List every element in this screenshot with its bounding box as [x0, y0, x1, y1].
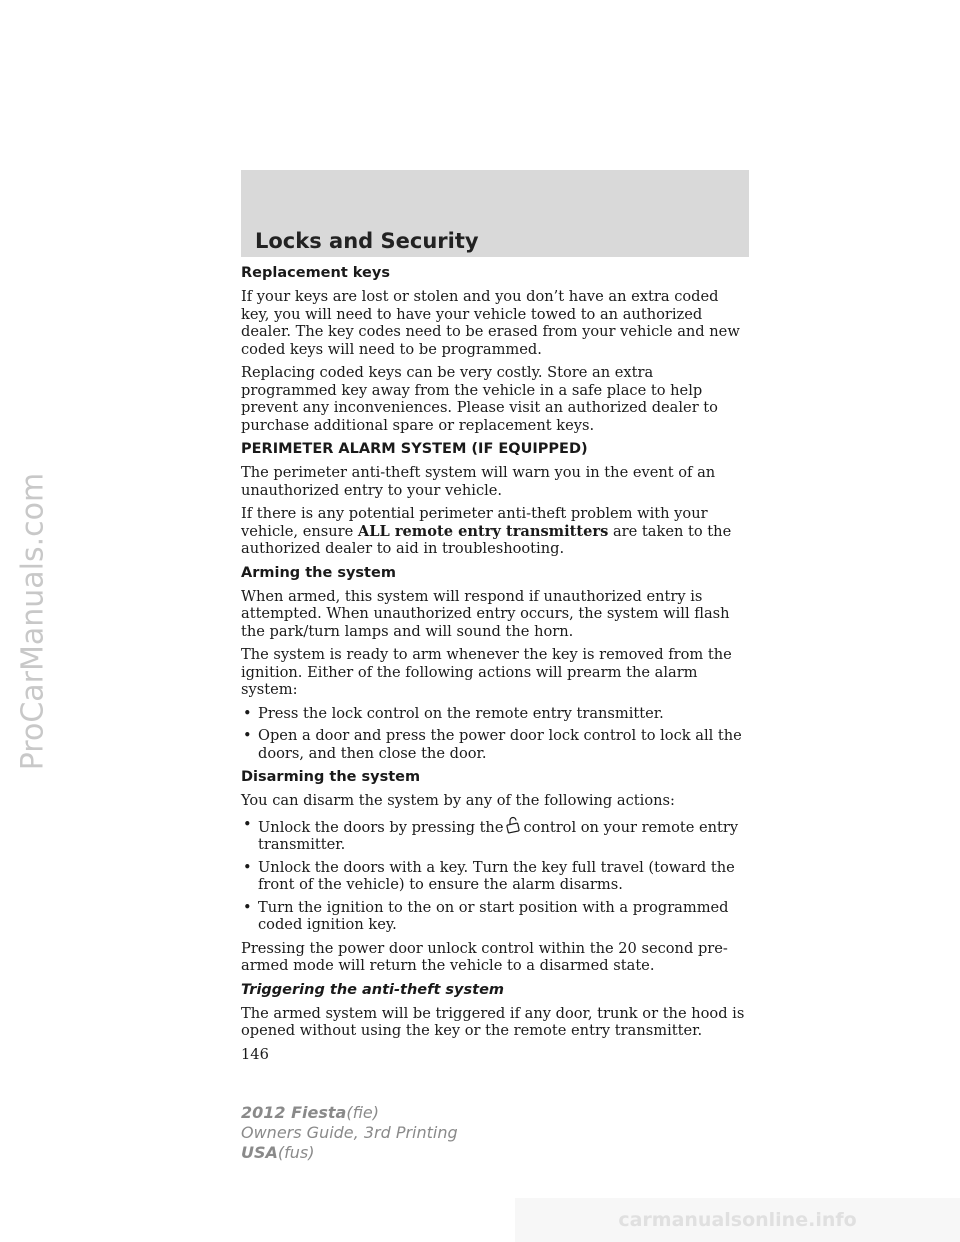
- paragraph: The system is ready to arm whenever the key is removed from the ignition. Either of the following actions will prearm the alarm system:: [241, 646, 732, 698]
- footer-model: 2012 Fiesta: [241, 1103, 347, 1122]
- paragraph: When armed, this system will respond if unauthorized entry is attempted. When unauthorized entry occurs, the system will flash the park/turn lamps and will sound the horn.: [241, 587, 730, 640]
- heading-arming: Arming the system: [241, 564, 396, 581]
- section-title: Locks and Security: [255, 229, 479, 253]
- paragraph: The perimeter anti-theft system will warn you in the event of an unauthorized entry to your vehicle.: [241, 464, 716, 499]
- list-item: [241, 899, 751, 934]
- footer-market: USA: [241, 1143, 278, 1162]
- heading-triggering: Triggering the anti-theft system: [241, 981, 505, 998]
- list-item-text: Open a door and press the power door lock control to lock all the doors, and then close the door.: [258, 727, 742, 762]
- footer-line: [241, 1143, 458, 1163]
- bottom-watermark: carmanualsonline.info: [515, 1198, 960, 1242]
- page-content: [241, 264, 751, 1063]
- list-item-text: Turn the ignition to the on or start position with a programmed coded ignition key.: [258, 898, 729, 933]
- paragraph: Pressing the power door unlock control within the 20 second pre-armed mode will return the vehicle to a disarmed state.: [241, 939, 728, 974]
- heading-perimeter-alarm: PERIMETER ALARM SYSTEM (IF EQUIPPED): [241, 441, 588, 457]
- paragraph: Replacing coded keys can be very costly. Store an extra programmed key away from the vehicle in a safe place to help prevent any inconveniences. Please visit an authorized dealer to purchase additional spare or replacement keys.: [241, 364, 718, 434]
- paragraph: The armed system will be triggered if any door, trunk or the hood is opened without using the key or the remote entry transmitter.: [241, 1004, 745, 1039]
- paragraph: You can disarm the system by any of the following actions:: [241, 792, 675, 809]
- list-item: [241, 859, 751, 894]
- bullet: •: [243, 727, 252, 744]
- emphasis-text: ALL remote entry transmitters: [357, 522, 609, 540]
- bullet: •: [243, 704, 252, 722]
- heading-disarming: Disarming the system: [241, 769, 421, 785]
- list-item: [241, 816, 751, 854]
- text-span: are taken to the authorized dealer to aid in troubleshooting.: [241, 522, 732, 557]
- watermark-text: ProCarManuals.com: [15, 472, 51, 770]
- watermark-procarmanuals: [8, 0, 58, 1242]
- text-span: If there is any potential perimeter anti-theft problem with your vehicle, ensure: [241, 505, 708, 540]
- paragraph: [241, 505, 751, 558]
- list-item-text: Unlock the doors by pressing the: [258, 818, 504, 836]
- heading-replacement-keys: Replacement keys: [241, 265, 390, 281]
- footer-line: Owners Guide, 3rd Printing: [241, 1123, 458, 1142]
- bullet: •: [243, 858, 252, 876]
- list-item-text: Press the lock control on the remote entry transmitter.: [258, 704, 664, 722]
- list-item-text: control on your remote entry transmitter.: [258, 818, 739, 853]
- arming-bullet-list: [241, 705, 751, 763]
- section-header-band: [241, 170, 749, 257]
- list-item: [241, 705, 751, 723]
- list-item: [241, 727, 751, 762]
- list-item-text: Unlock the doors with a key. Turn the key full travel (toward the front of the vehicle) to ensure the alarm disarms.: [258, 858, 735, 893]
- footer-code: (fie): [346, 1103, 380, 1122]
- disarming-bullet-list: [241, 816, 751, 934]
- page-number: 146: [241, 1045, 269, 1063]
- footer-code: (fus): [277, 1143, 315, 1162]
- footer-line: [241, 1103, 458, 1123]
- bullet: •: [243, 898, 252, 916]
- bullet: •: [243, 815, 252, 833]
- document-footer: [241, 1103, 458, 1163]
- unlock-icon: [505, 816, 521, 834]
- paragraph: If your keys are lost or stolen and you don’t have an extra coded key, you will need to have your vehicle towed to an authorized dealer. The key codes need to be erased from your vehicle and new coded keys will need to be programmed.: [241, 288, 740, 358]
